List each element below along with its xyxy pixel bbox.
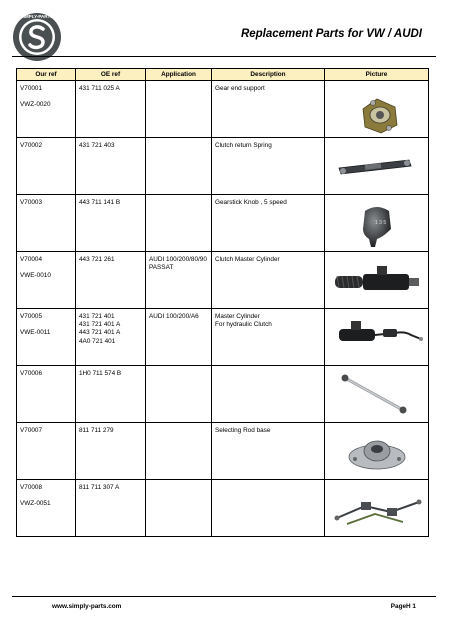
page-number: PageH 1 xyxy=(390,603,416,610)
oe-ref-cell: 443 721 261 xyxy=(76,252,146,309)
oe-ref-cell: 811 711 279 xyxy=(76,423,146,480)
oe-ref-cell: 1H0 711 574 B xyxy=(76,366,146,423)
our-ref-cell: V70001 VWZ-0020 xyxy=(17,81,76,138)
picture-cell xyxy=(325,252,429,309)
column-header-oe-ref: OE ref xyxy=(76,69,146,81)
column-header-our-ref: Our ref xyxy=(17,69,76,81)
application-cell xyxy=(146,480,212,537)
picture-cell xyxy=(325,195,429,252)
application-cell xyxy=(146,138,212,195)
table-row xyxy=(17,81,429,138)
gearstick-knob-image xyxy=(325,195,429,252)
clutch-master-cylinder-image xyxy=(325,252,429,309)
footer-website-link[interactable]: www.simply-parts.com xyxy=(52,603,122,610)
selecting-rod-base-image xyxy=(325,423,429,480)
our-ref-cell: V70002 xyxy=(17,138,76,195)
application-cell xyxy=(146,81,212,138)
column-header-picture: Picture xyxy=(325,69,429,81)
oe-ref-cell: 431 721 403 xyxy=(76,138,146,195)
table-row xyxy=(17,423,429,480)
header-rule xyxy=(12,56,436,57)
picture-cell xyxy=(325,480,429,537)
column-header-application: Application xyxy=(146,69,212,81)
description-cell: Clutch Master Cylinder xyxy=(212,252,325,309)
oe-ref-cell: 431 721 401 431 721 401 A 443 721 401 A 4A0 721 401 xyxy=(76,309,146,366)
application-cell: AUDI 100/200/80/90 PASSAT xyxy=(146,252,212,309)
table-row xyxy=(17,309,429,366)
table-row xyxy=(17,366,429,423)
link-rod-image xyxy=(325,366,429,423)
page-title: Replacement Parts for VW / AUDI xyxy=(240,28,422,40)
description-cell: Gearstick Knob , 5 speed xyxy=(212,195,325,252)
application-cell xyxy=(146,195,212,252)
description-cell xyxy=(212,480,325,537)
column-header-description: Description xyxy=(212,69,325,81)
our-ref-cell: V70003 xyxy=(17,195,76,252)
picture-cell xyxy=(325,366,429,423)
logo-text: SIMPLY-PARTS xyxy=(20,14,54,19)
application-cell: AUDI 100/200/A6 xyxy=(146,309,212,366)
our-ref-cell: V70007 xyxy=(17,423,76,480)
shift-linkage-image xyxy=(325,480,429,537)
table-row xyxy=(17,252,429,309)
application-cell xyxy=(146,366,212,423)
picture-cell xyxy=(325,138,429,195)
picture-cell xyxy=(325,309,429,366)
svg-text:1 3 5: 1 3 5 xyxy=(375,220,387,226)
application-cell xyxy=(146,423,212,480)
oe-ref-cell: 811 711 307 A xyxy=(76,480,146,537)
oe-ref-cell: 443 711 141 B xyxy=(76,195,146,252)
table-row xyxy=(17,480,429,537)
gear-end-support-image xyxy=(325,81,429,138)
picture-cell xyxy=(325,423,429,480)
description-cell: Clutch return Spring xyxy=(212,138,325,195)
our-ref-cell: V70005 VWE-0011 xyxy=(17,309,76,366)
our-ref-cell: V70008 VWZ-0051 xyxy=(17,480,76,537)
picture-cell xyxy=(325,81,429,138)
parts-table xyxy=(16,68,429,537)
clutch-return-spring-image xyxy=(325,138,429,195)
oe-ref-cell: 431 711 025 A xyxy=(76,81,146,138)
simply-parts-logo xyxy=(12,12,62,62)
table-row xyxy=(17,138,429,195)
our-ref-cell: V70004 VWE-0010 xyxy=(17,252,76,309)
footer-rule xyxy=(12,596,436,597)
table-row xyxy=(17,195,429,252)
master-cylinder-hydraulic-image xyxy=(325,309,429,366)
description-cell xyxy=(212,366,325,423)
description-cell: Selecting Rod base xyxy=(212,423,325,480)
our-ref-cell: V70006 xyxy=(17,366,76,423)
description-cell: Gear end support xyxy=(212,81,325,138)
table-header-row xyxy=(17,69,429,81)
description-cell: Master Cylinder For hydraulic Clutch xyxy=(212,309,325,366)
